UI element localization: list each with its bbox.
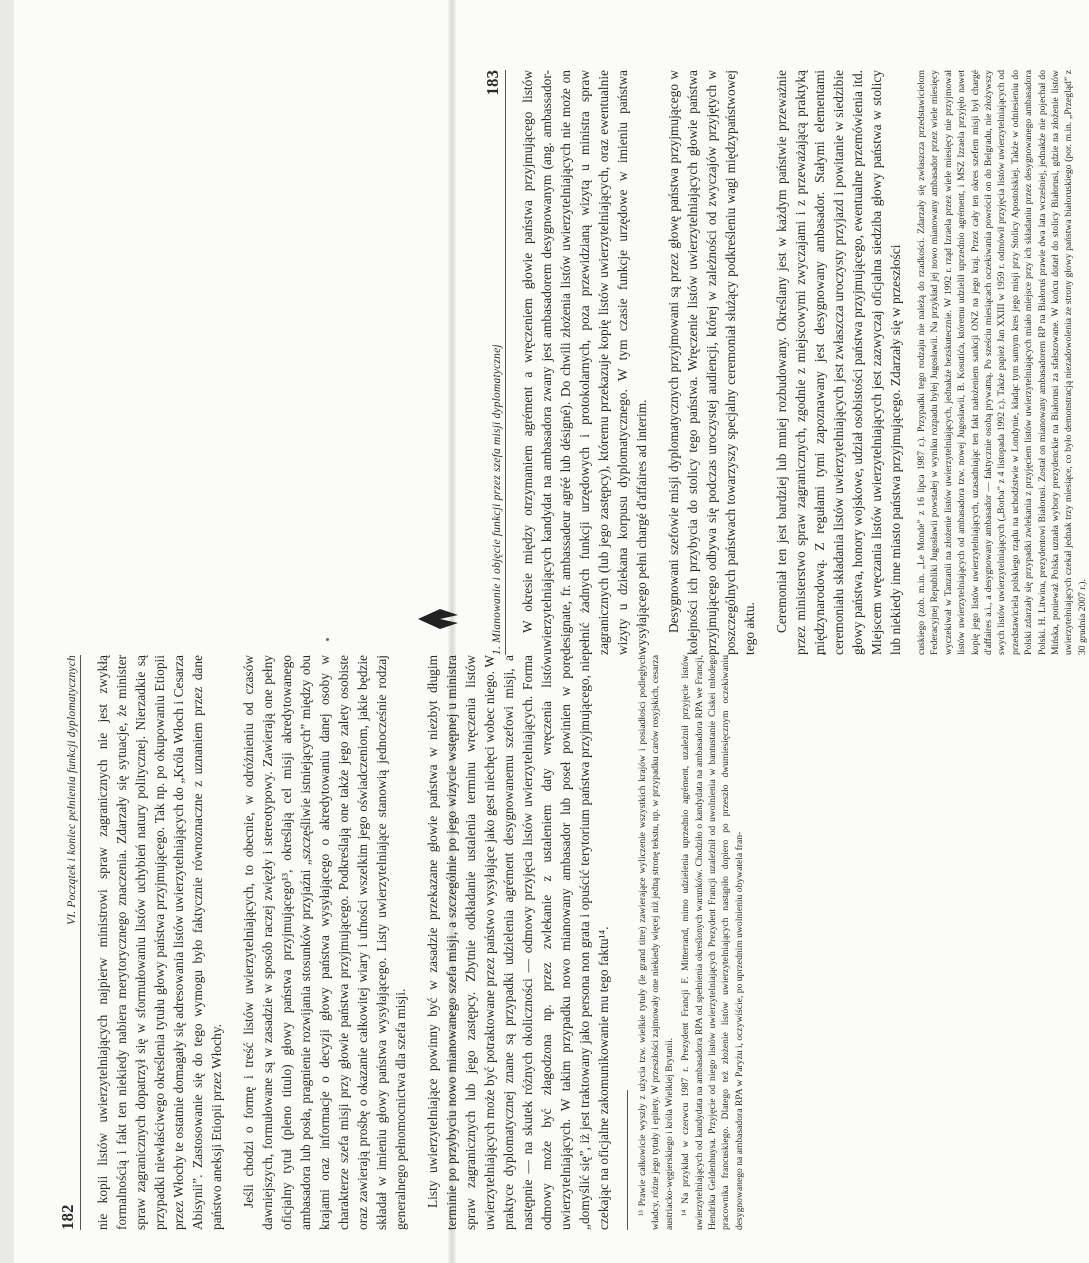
- left-page: [58, 655, 745, 1230]
- paragraph: W okresie między otrzymaniem agrément a wręczeniem głowie państwa przyjmującego listów uwierzytelniających kandydat na ambasadora zwany jest ambasadorem desygnowanym (ang. ambassador-designate, fr. ambassadeur agréé lub désigné). Do chwili złożenia listów uwierzytelniających nie może on pełnić żadnych funkcji urzędowych i protokolarnych, poza przewidzianą wizytą u ministra spraw zagranicznych (lub jego zastępcy), któremu przekazuje kopię listów uwierzytelniających, oraz ewentualnie wizyty u dziekana korpusu dyplomatycznego. W tym czasie funkcje urzędowe w imieniu państwa wysyłającego pełni chargé d'affaires ad interim.: [520, 70, 649, 655]
- left-page-border: [0, 0, 14, 1263]
- footnote-rule: [627, 1090, 628, 1230]
- footnote: ¹³ Prawie całkowicie wyszły z użycia tzw. wielkie tytuły (le grand titre) zawierające wyliczenie wszystkich krajów i posiadłości podległych władcy, różne jego tytuły i epitety. W przeszłości zajmowały one niekiedy więcej niż jedną stronę tekstu, np. w przypadku carów rosyjskich, cesarza austriacko-węgierskiego i króla Wielkiej Brytanii.: [637, 655, 675, 1230]
- page-number: 182: [58, 1204, 77, 1230]
- paragraph: Desygnowani szefowie misji dyplomatycznych przyjmowani są przez głowę państwa przyjmującego w kolejności ich przybycia do stolicy tego państwa. Wręczenie listów uwierzytelniających głowie państwa przyjmującego odbywa się podczas uroczystej audiencji, której w zależności od zwyczajów przyjętych w poszczególnych państwach towarzyszy specjalny ceremoniał służący podkreśleniu wagi międzypaństwowej tego aktu.: [666, 70, 757, 655]
- running-head: 1. Mianowanie i objęcie funkcji przez szefa misji dyplomatycznej: [491, 344, 503, 655]
- footnote: ¹⁴ Na przykład w czerwcu 1987 r. Prezydent Francji F. Mitterrand, mimo udzielenia uprzednio agrément, uzależnił przyjęcie listów uwierzytelniających od kandydata na ambasadora RPA od spełnienia określonych warunków. Chodziło o kandydata na ambasadora RPA we Francji, Hendrika Geldenhuysa. Przyjęcie od niego listów uwierzytelniających Prezydent Francji uzależnił od uwolnienia w bantustanie Ciskei młodego pracownika francuskiego. Dlatego też złożenie listów uwierzytelniających nastąpiło dopiero po przeszło dwumiesięcznym oczekiwaniu desygnowanego na ambasadora RPA w Paryżu i, oczywiście, po uprzednim uwolnieniu obywatela fran-: [680, 655, 745, 1230]
- page-number: 183: [483, 70, 502, 96]
- paragraph: nie kopii listów uwierzytelniających najpierw ministrowi spraw zagranicznych nie jest zwykłą formalnością i fakt ten niekiedy nabiera merytorycznego znaczenia. Zdarzały się sytuacje, że minister spraw zagranicznych dopatrzył się w sformułowaniu listów uchybień natury politycznej. Nierzadkie są przypadki niewłaściwego określenia tytułu głowy państwa przyjmującego. Tak np. po okupowaniu Etiopii przez Włochy te ostatnie domagały się adresowania listów uwierzytelniających do „Króla Włoch i Cesarza Abisynii”. Zastosowanie się do tego wymogu było faktycznie równoznaczne z uznaniem przez dane państwo aneksji Etiopii przez Włochy.: [95, 655, 224, 1230]
- right-page: [483, 70, 1088, 655]
- left-page-header: [58, 655, 81, 1230]
- paragraph: Jeśli chodzi o formę i treść listów uwierzytelniających, to obecnie, w odróżnieniu od czasów dawniejszych, formułowane są w zasadzie w sposób raczej zwięzły i stereotypowy. Zawierają one pełny oficjalny tytuł (pleno titulo) głowy państwa przyjmującego¹³, określają cel misji akredytowanego ambasadora lub posła, pragnienie rozwijania stosunków przyjaźni „szczęśliwie istniejących” między obu krajami oraz informacje o decyzji głowy państwa wysyłającego o akredytowaniu danej osoby w charakterze szefa misji przy głowie państwa przyjmującego. Podkreślają one także jego zalety osobiste oraz zawierają prośbę o okazanie całkowitej wiary i ufności wszelkim jego oświadczeniom, jakie będzie składał w imieniu głowy państwa wysyłającego. Listy uwierzytelniające stanowią jednocześnie rodzaj generalnego pełnomocnictwa dla szefa misji.: [241, 655, 408, 1230]
- right-page-header: [483, 70, 506, 655]
- paragraph: Ceremoniał ten jest bardziej lub mniej rozbudowany. Określany jest w każdym państwie przeważnie przez ministerstwo spraw zagranicznych, zgodnie z miejscowymi zwyczajami i z przeważającą praktyką międzynarodową. Z regułami tymi zapoznawany jest desygnowany ambasador. Stałymi elementami ceremoniału składania listów uwierzytelniających jest zwłaszcza uroczysty przyjazd i powitanie w siedzibie głowy państwa, honory wojskowe, udział osobistości państwa przyjmującego, ewentualne przemówienia itd. Miejscem wręczania listów uwierzytelniających jest zazwyczaj oficjalna siedziba głowy państwa w stolicy lub niekiedy inne miasto państwa przyjmującego. Zdarzały się w przeszłości: [774, 70, 903, 655]
- footnote: cuskiego (zob. m.in. „Le Monde” z 16 lipca 1987 r.). Przypadki tego rodzaju nie należą do rzadkości. Zdarzały się zwłaszcza przedstawicielom Federacyjnej Republiki Jugosławii powstałej w wyniku rozpadu byłej Jugosławii. Na przykład jej nowo mianowany ambasador przez wiele miesięcy wyczekiwał w Tanzanii na złożenie listów uwierzytelniających, jednakże bezskutecznie. W 1992 r. rząd Izraela przez wiele miesięcy nie przyjmował listów uwierzytelniających od ambasadora tzw. nowej Jugosławii, B. Kosutića, któremu udzielił uprzednio agrément, i MSZ Izraela przyjęło nawet kopię jego listów uwierzytelniających, uzasadniając ten fakt nałożeniem sankcji ONZ na jego kraj. Przez cały ten okres szefem misji był chargé d'affaires a.i., a desygnowany ambasador — faktycznie osobą prywatną. Po sześciu miesiącach oczekiwania powrócił on do Belgradu, nie złożywszy swych listów uwierzytelniających („Borba” z 4 listopada 1992 r.). Także papież Jan XXIII w 1959 r. odmówił przyjęcia listów uwierzytelniających od przedstawiciela polskiego rządu na uchodźstwie w Londynie, kładąc tym samym kres jego misji przy Stolicy Apostolskiej. Także w odniesieniu do Polski zdarzały się przypadki zwlekania z przyjęciem listów uwierzytelniających miało miejsce przy ich składaniu przez desygnowanego ambasadora Polski. H. Litwina, prezydentowi Białorusi. Został on mianowany ambasadorem RP na Białoruś prawie dwa lata wcześniej, jednakże nie pojechał do Mińska, ponieważ Polska uznała wybory prezydenckie na Białorusi za sfałszowane. W końcu dotarł do stolicy Białorusi, gdzie na złożenie listów uwierzytelniających czekał jednak trzy miesiące, co było demonstracją niezadowolenia ze strony głowy państwa białoruskiego (por. m.in. „Przegląd” z 30 grudnia 2007 r.).: [916, 70, 1088, 655]
- binding-shadow-mark: [418, 605, 458, 633]
- running-head: VI. Początek i koniec pełnienia funkcji dyplomatycznych: [66, 655, 78, 925]
- dust-speck: [326, 638, 329, 641]
- paragraph: Listy uwierzytelniające powinny być w zasadzie przekazane głowie państwa w niezbyt długim terminie po przybyciu nowo mianowanego szefa misji, a szczególnie po jego wizycie wstępnej u ministra spraw zagranicznych lub jego zastępcy. Zbytnie odkładanie ustalenia terminu wręczenia listów uwierzytelniających może być potraktowane przez państwo wysyłające jako gest niechęci wobec niego. W praktyce dyplomatycznej znane są przypadki udzielenia agrément desygnowanemu szefowi misji, a następnie — na skutek różnych okoliczności — odmowy przyjęcia listów uwierzytelniających. Forma odmowy może być złagodzona np. przez zwlekanie z ustaleniem daty wręczenia listów uwierzytelniających. W takim przypadku nowo mianowany ambasador lub poseł powinien w porę „domyślić się”, iż jest traktowany jako persona non grata i opuścić terytorium państwa przyjmującego, nie czekając na oficjalne zakomunikowanie mu tego faktu¹⁴.: [425, 655, 611, 1230]
